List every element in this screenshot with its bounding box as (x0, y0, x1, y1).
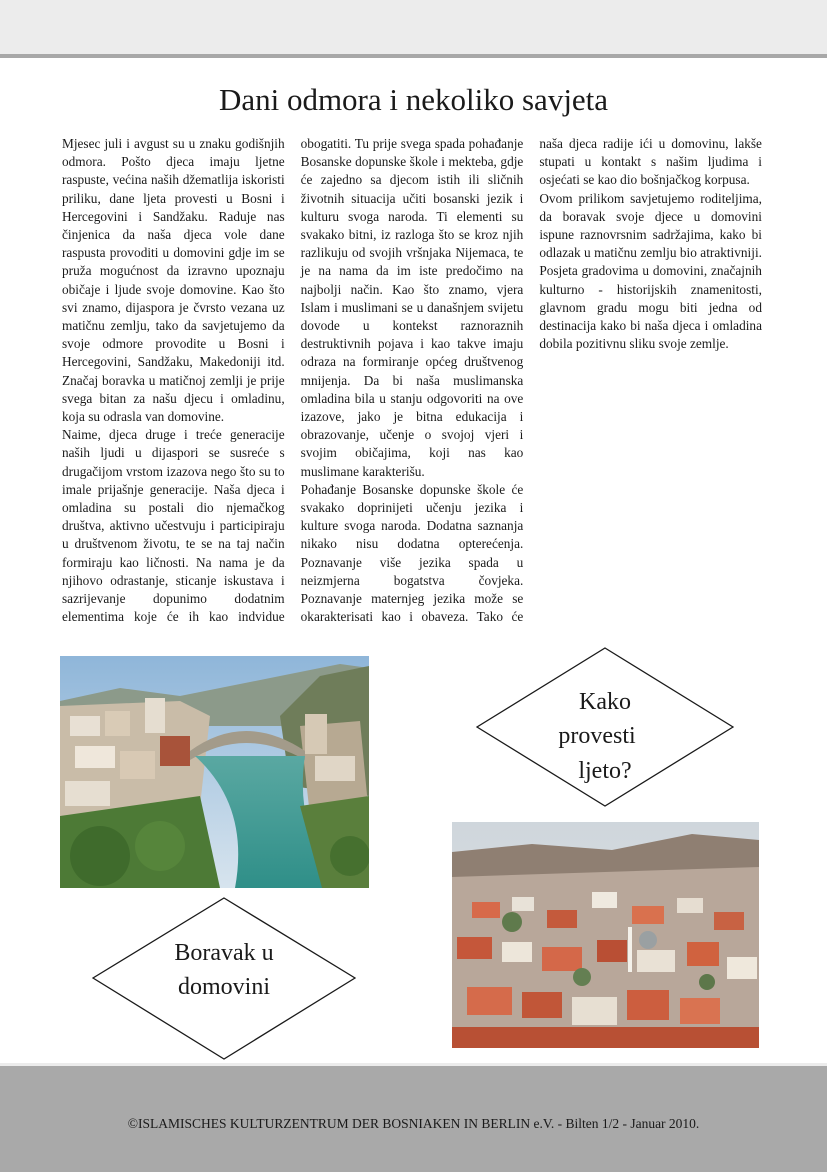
paragraph-1: Mjesec juli i avgust su u znaku godišnjih odmora. Pošto djeca imaju ljetne raspuste, većina naših džematlija iskoristi priliku, dane ljeta provesti u Bosni i Hercegovini i Sandžaku. Raduje nas činjenica da naša djeca vole dane raspusta provoditi u domovini gdje im se pruža mogućnost da izravno upoznaju običaje i ljude svoje domovine. Kao što svi znamo, dijaspora je čvrsto vezana uz matičnu zemlju, tako da savjetujemo da svoje odmore provodite u Bosni i Hercegovini, Sandžaku, Makedoniji itd. Značaj boravka u matičnoj zemlji je prije svega bitan za našu djecu i omladinu, koja su odrasla van domovine. (62, 136, 285, 425)
callout-summer-line-1: Kako (579, 689, 631, 715)
footer-copyright: ©ISLAMISCHES KULTURZENTRUM DER BOSNIAKEN IN BERLIN e.V. - Bilten 1/2 - Januar 2010. (127, 1116, 700, 1131)
callout-how-to-spend-summer (476, 647, 734, 807)
footer-band (0, 1063, 827, 1172)
callout-summer-line-3: ljeto? (578, 758, 632, 784)
paragraph-3: Pohađanje Bosanske dopunske škole će svakako doprinijeti učenju jezika i kulture svoga naroda. Dodatna saznanja nikako nisu dodatna opterećenja. Poznavanje više jezika spada u neizmjerna bogatstva čovjeka. Poznavanje maternjeg jezika može se okarakterisati kao i obaveza. Tako će naša djeca radije ići u domovinu, lakše stupati u kontakt s našim ljudima i osjećati se kao dio bošnjačkog korpusa. (300, 136, 762, 625)
mostar-bridge-photo (60, 656, 369, 888)
callout-homeland-line-2: domovini (177, 974, 270, 1000)
paragraph-2: Naime, djeca druge i treće generacije naših ljudi u dijaspori se susreće s drugačijom vrstom izazova nego što su to imale prijašnje generacije. Naša djeca i omladina su postali dio njemačkog društva, aktivno učestvuju i participiraju u društvenom životu, te se na taj način formiraju kao ličnosti. Na nama je da njihovo odrastanje, sticanje iskustava i sazrijevanje dopunimo dodatnim elementima koje će ih kao indvidue obogatiti. Tu prije svega spada pohađanje Bosanske dopunske škole i mekteba, gdje će zajedno sa djecom istih ili sličnih životnih situacija učiti bosanski jezik i kulturu svoga naroda. Ti elementi su svakako bitni, iz razloga što se kroz njih razlikuju od svojih vršnjaka Nijemaca, te je na nama da im iste predočimo na najbolji način. Kao što znamo, vjera Islam i muslimani se u današnjem svijetu dovode u kontekst raznoraznih destruktivnih pojava i kao takve imaju odraza na formiranje općeg društvenog mnijenja. Da bi naša muslimanska omladina bila u stanju odgovoriti na ove izazove, jako je bitna edukacija i obrazovanje, učenje o svojoj vjeri i svojim običajima, koji nas kao muslimane karakterišu. (62, 136, 524, 625)
article-title: Dani odmora i nekoliko savjeta (218, 82, 609, 117)
callout-stay-in-homeland (92, 897, 356, 1060)
paragraph-4: Ovom prilikom savjetujemo roditeljima, da boravak svoje djece u domovini ispune raznovrsnim sadržajima, kako bi odlazak u matičnu zemlju bio atraktivniji. Posjeta gradovima u domovini, značajnih kulturno - historijskih znamenitosti, glavnom gradu mogu biti jedna od destinacija kako bi naša djeca i omladina dobila pozitivnu sliku svoje zemlje. (539, 190, 762, 352)
town-aerial-photo (452, 822, 759, 1048)
header-band (0, 0, 827, 58)
callout-summer-line-2: provesti (558, 723, 636, 749)
callout-homeland-line-1: Boravak u (174, 940, 274, 966)
article-body (62, 135, 762, 630)
